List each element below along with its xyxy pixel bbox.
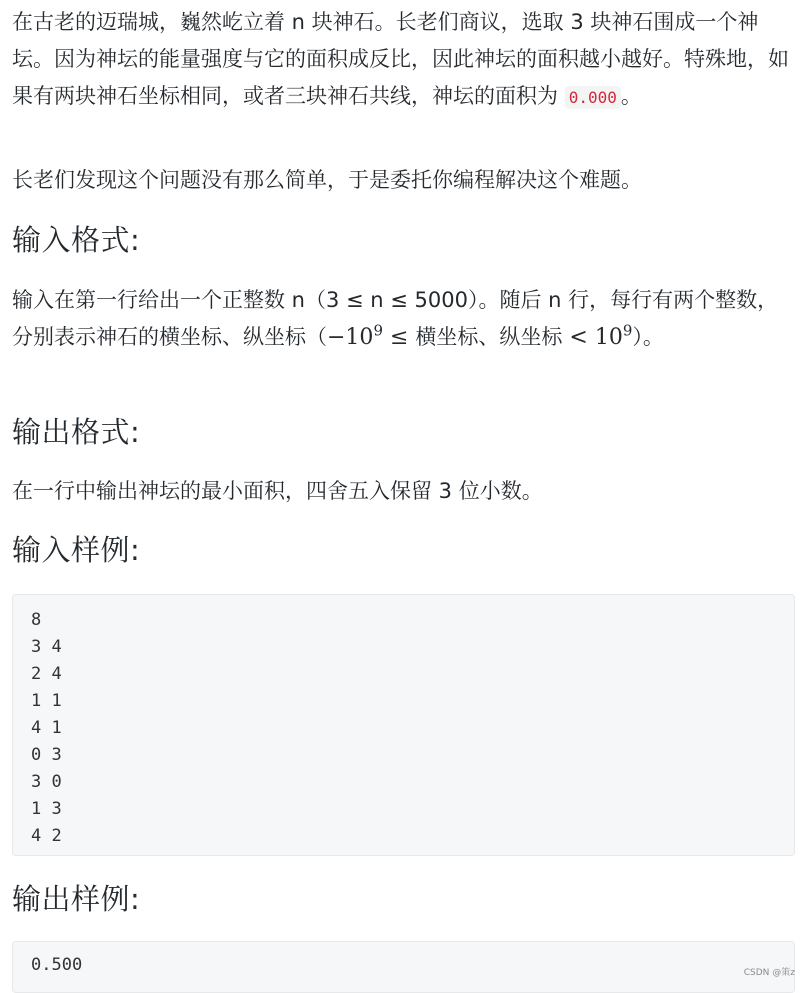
code-line: 4 1 bbox=[31, 718, 62, 738]
math-pos-exp: 9 bbox=[622, 321, 633, 340]
code-line: 3 0 bbox=[31, 772, 62, 792]
output-format-heading: 输出格式: bbox=[12, 415, 141, 449]
math-le-sign: ≤ bbox=[382, 325, 416, 350]
input-format-text-b: 横坐标、纵坐标 bbox=[415, 325, 563, 349]
math-neg-base: −10 bbox=[327, 325, 374, 350]
input-format-heading: 输入格式: bbox=[12, 223, 141, 257]
code-line: 8 bbox=[31, 610, 42, 630]
intro-paragraph-2: 长老们发现这个问题没有那么简单，于是委托你编程解决这个难题。 bbox=[12, 168, 642, 192]
inline-code-zero: 0.000 bbox=[565, 86, 621, 109]
code-line: 2 4 bbox=[31, 664, 62, 684]
input-format-text-c: ）。 bbox=[632, 325, 664, 349]
sample-input-heading: 输入样例: bbox=[12, 533, 141, 567]
code-line: 1 3 bbox=[31, 799, 62, 819]
math-pos-bound bbox=[562, 321, 633, 350]
intro-text-end: 。 bbox=[620, 84, 642, 108]
input-format-text-a: 输入在第一行给出一个正整数 n（3 ≤ n ≤ 5000）。随后 n 行，每行有两个整数，分别表示神石的横坐标、纵坐标（ bbox=[12, 288, 779, 349]
intro-paragraph bbox=[12, 4, 797, 116]
code-line: 3 4 bbox=[31, 637, 62, 657]
math-pos-base: 10 bbox=[594, 325, 623, 350]
code-line: 4 2 bbox=[31, 826, 62, 846]
sample-output-heading: 输出样例: bbox=[12, 882, 141, 916]
sample-input-code-block[interactable] bbox=[12, 594, 795, 856]
sample-output-code-block[interactable] bbox=[12, 941, 795, 993]
code-line: 1 1 bbox=[31, 691, 62, 711]
input-format-paragraph bbox=[12, 282, 797, 356]
output-format-paragraph: 在一行中输出神坛的最小面积，四舍五入保留 3 位小数。 bbox=[12, 479, 543, 503]
code-line: 0 3 bbox=[31, 745, 62, 765]
math-neg-exp: 9 bbox=[373, 321, 383, 340]
csdn-watermark: CSDN @策z bbox=[743, 968, 795, 978]
math-neg-bound bbox=[327, 321, 416, 350]
math-lt-sign: < bbox=[562, 325, 595, 350]
code-line: 0.500 bbox=[31, 955, 83, 975]
intro-text: 在古老的迈瑞城，巍然屹立着 n 块神石。长老们商议，选取 3 块神石围成一个神坛。因为神坛的能量强度与它的面积成反比，因此神坛的面积越小越好。特殊地，如果有两块神石坐标相同，或者三块神石共线，神坛的面积为 bbox=[12, 10, 789, 108]
